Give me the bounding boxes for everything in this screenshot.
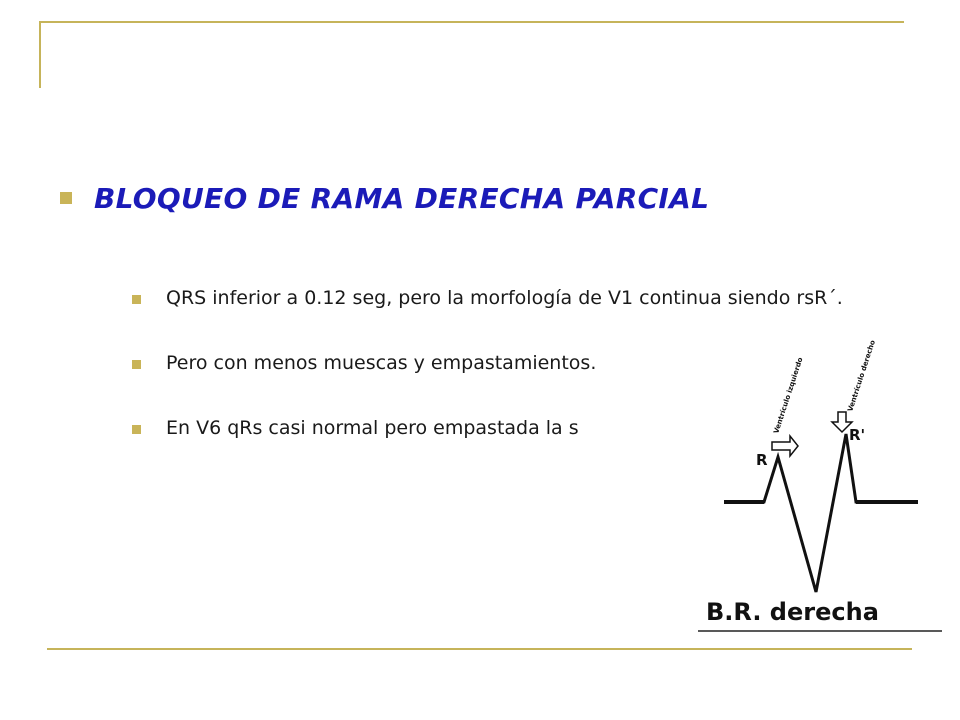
left-ventricle-label: Ventrículo izquierdo [772, 356, 805, 435]
ecg-figure [698, 330, 944, 635]
frame-top-line [39, 21, 904, 23]
ecg-waveform [724, 434, 918, 592]
bullet-icon [132, 425, 141, 434]
frame-bottom-line [47, 648, 912, 650]
title-bullet-icon [60, 192, 72, 204]
list-item [132, 286, 872, 311]
r-prime-wave-label: R' [849, 426, 866, 444]
ecg-diagram [698, 330, 944, 635]
figure-caption: B.R. derecha [706, 598, 879, 626]
list-item-text: QRS inferior a 0.12 seg, pero la morfología de V1 continua siendo rsR´. [166, 287, 843, 309]
right-ventricle-label: Ventrículo derecho [846, 339, 877, 413]
frame-left-line [39, 21, 41, 88]
list-item-text: En V6 qRs casi normal pero empastada la s [166, 417, 579, 439]
r-wave-label: R [756, 451, 768, 469]
slide-title: BLOQUEO DE RAMA DERECHA PARCIAL [94, 181, 710, 215]
bullet-icon [132, 295, 141, 304]
left-ventricle-arrow-icon [772, 436, 798, 456]
title-row [60, 176, 709, 220]
bullet-icon [132, 360, 141, 369]
list-item-text: Pero con menos muescas y empastamientos. [166, 352, 597, 374]
